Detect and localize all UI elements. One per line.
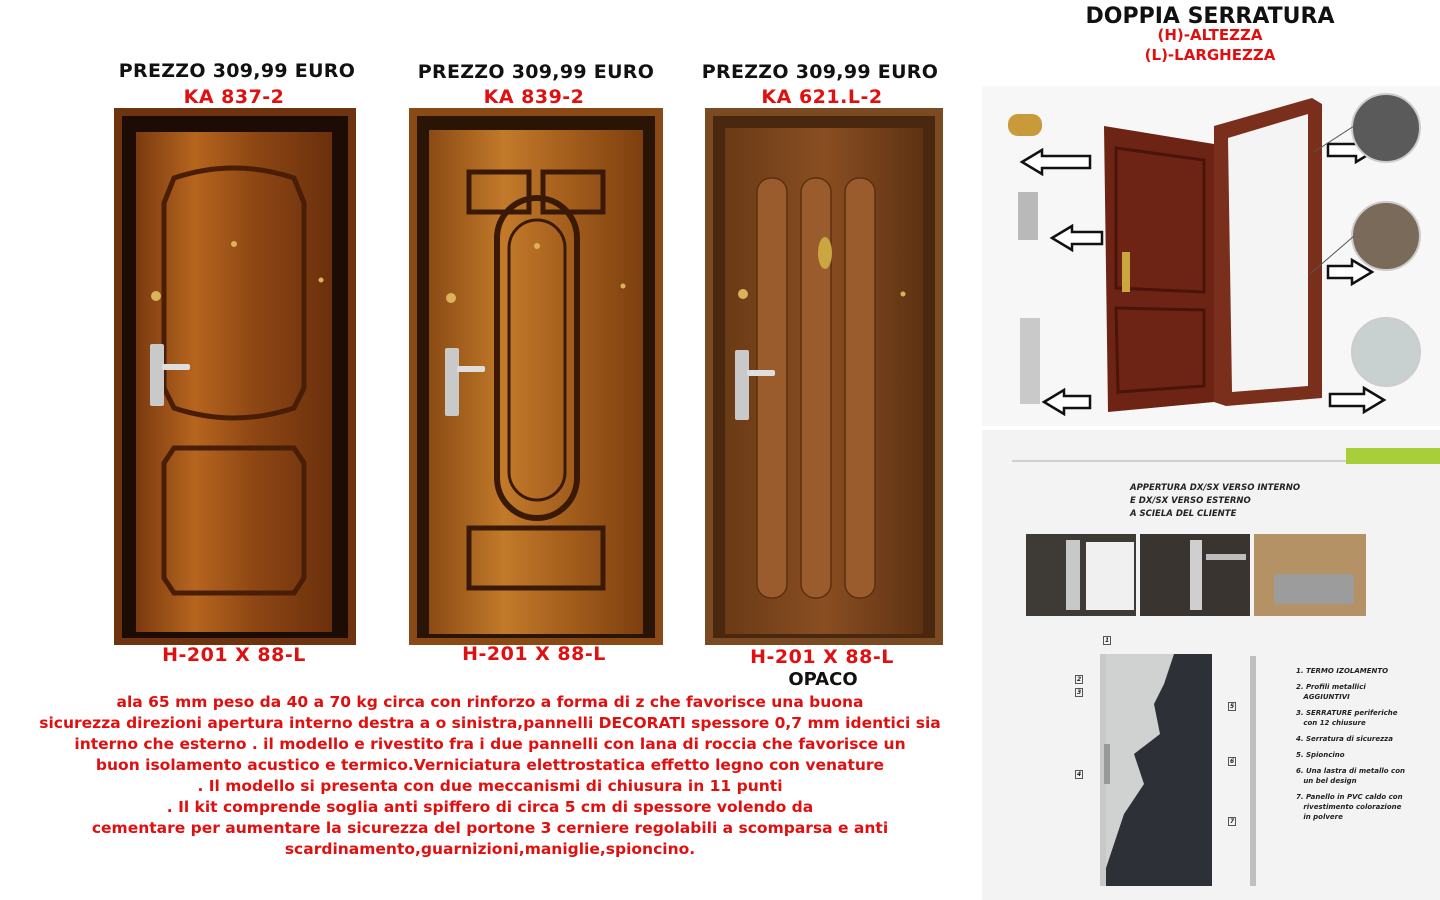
marker-7: 7 xyxy=(1230,818,1235,825)
price-label-2: PREZZO 309,99 EURO xyxy=(417,61,655,83)
product-description xyxy=(20,692,960,860)
dimensions-1: H-201 X 88-L xyxy=(162,644,306,666)
detail-seal-icon xyxy=(1352,318,1420,386)
photo-threshold xyxy=(1254,534,1366,616)
double-lock-title: DOPPIA SERRATURA xyxy=(1085,4,1335,29)
marker-1: 1 xyxy=(1105,637,1110,644)
photo-lock-bolts xyxy=(1026,534,1136,616)
door-image-ka-837 xyxy=(114,108,356,645)
marker-6: 6 xyxy=(1230,758,1235,765)
description-line: buon isolamento acustico e termico.Verniciatura elettrostatica effetto legno con venature xyxy=(95,756,885,774)
product-code-1: KA 837-2 xyxy=(183,86,285,108)
detail-hinge-icon xyxy=(1352,94,1420,162)
description-line: sicurezza direzioni apertura interno destra a o sinistra,pannelli DECORATI spessore 0,7 mm identici sia xyxy=(39,714,941,732)
profile-bar xyxy=(1250,656,1256,886)
photo-handle xyxy=(1140,534,1250,616)
handle-plate-icon xyxy=(1020,318,1040,404)
description-line: . Il kit comprende soglia anti spiffero di circa 5 cm di spessore volendo da xyxy=(166,798,814,816)
peephole-icon xyxy=(1008,114,1042,136)
product-code-3: KA 621.L-2 xyxy=(761,86,883,108)
open-door-illustration xyxy=(982,86,1440,426)
marker-4: 4 xyxy=(1077,771,1082,778)
marker-3: 3 xyxy=(1077,689,1082,696)
width-label: (L)-LARGHEZZA xyxy=(1144,46,1276,64)
detail-plate-icon xyxy=(1352,202,1420,270)
description-line: cementare per aumentare la sicurezza del portone 3 cerniere regolabili a scomparsa e anti xyxy=(91,819,889,837)
spec-panel xyxy=(982,430,1440,900)
height-label: (H)-ALTEZZA xyxy=(1157,26,1263,44)
product-code-2: KA 839-2 xyxy=(483,86,585,108)
description-line: interno che esterno . il modello e rivestito fra i due pannelli con lana di roccia che favorisce un xyxy=(74,735,906,753)
door-cross-section xyxy=(1074,644,1226,890)
dimensions-2: H-201 X 88-L xyxy=(462,643,606,665)
description-line: ala 65 mm peso da 40 a 70 kg circa con rinforzo a forma di z che favorisce una buona xyxy=(116,693,864,711)
spec-list: 1. TERMO IZOLAMENTO 2. Profili metallici AGGIUNTIVI 3. SERRATURE periferiche con 12 chiusure 4. Serratura di sicurezza 5. Spioncino 6. Una lastra di metallo con un bel design 7. Panello in PVC caldo con rivestimento colorazione in polvere xyxy=(1296,667,1405,821)
opening-text: APPERTURA DX/SX VERSO INTERNO E DX/SX VERSO ESTERNO A SCIELA DEL CLIENTE xyxy=(1130,483,1301,519)
price-label-3: PREZZO 309,99 EURO xyxy=(701,61,939,83)
lock-body-icon xyxy=(1018,192,1038,240)
door-image-ka-621 xyxy=(705,108,943,645)
dimensions-3: H-201 X 88-L xyxy=(750,646,894,668)
marker-2: 2 xyxy=(1077,676,1082,683)
marker-5: 5 xyxy=(1230,703,1235,710)
description-line: scardinamento,guarnizioni,maniglie,spioncino. xyxy=(284,840,696,858)
price-label-1: PREZZO 309,99 EURO xyxy=(118,60,356,82)
accent-bar xyxy=(1346,448,1440,464)
door-image-ka-839 xyxy=(409,108,663,645)
description-line: . Il modello si presenta con due meccanismi di chiusura in 11 punti xyxy=(197,777,783,795)
finish-label: OPACO xyxy=(788,669,858,690)
